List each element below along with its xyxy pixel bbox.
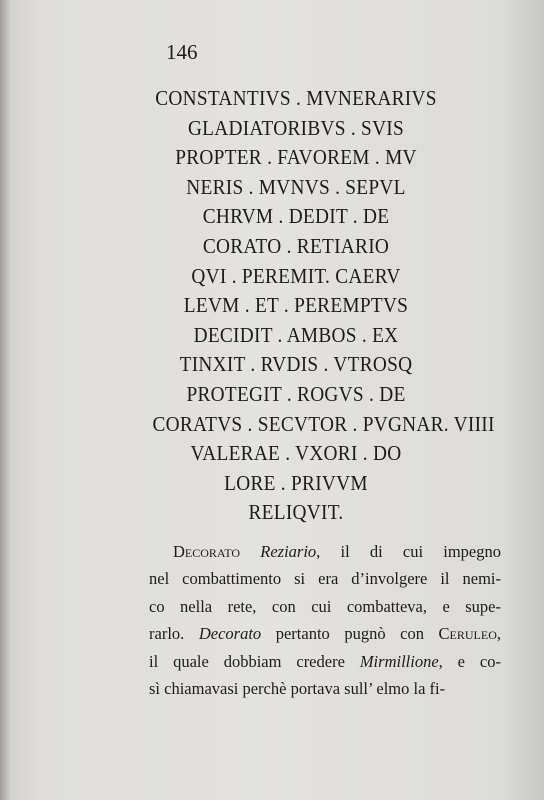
- inscription-line: PROTEGIT . ROGVS . DE: [186, 381, 406, 406]
- inscription-line: GLADIATORIBVS . SVIS: [187, 115, 405, 140]
- inscription-line: CORATO . RETIARIO: [202, 233, 390, 258]
- page-gutter-shadow: [0, 0, 10, 800]
- inscription-line: CONSTANTIVS . MVNERARIVS: [155, 86, 437, 110]
- commentary-line: il quale dobbiam credere Mirmillione, e co-: [149, 651, 501, 671]
- inscription-line: QVI . PEREMIT. CAERV: [191, 263, 401, 288]
- inscription-line: RELIQVIT.: [248, 500, 344, 525]
- commentary-line: co nella rete, con cui combatteva, e supe-: [149, 596, 501, 616]
- commentary-line: Decorato Reziario, il di cui impegno: [173, 542, 501, 561]
- commentary-line: rarlo. Decorato pertanto pugnò con Ceruleo,: [149, 624, 501, 644]
- inscription-line: LORE . PRIVVM: [224, 470, 368, 495]
- inscription-line: TINXIT . RVDIS . VTROSQ: [179, 352, 413, 377]
- inscription-line: DECIDIT . AMBOS . EX: [193, 322, 399, 347]
- name-decorato: Decorato: [173, 542, 241, 561]
- name-decorato-italic: Decorato: [198, 624, 262, 644]
- inscription-line: CORATVS . SECVTOR . PVGNAR. VIIII: [152, 411, 495, 436]
- commentary-paragraph: [149, 538, 501, 702]
- term-mirmillione: Mirmillione: [359, 651, 439, 671]
- term-reziario: Reziario: [260, 542, 317, 561]
- name-ceruleo: Ceruleo: [438, 624, 497, 644]
- commentary-line: sì chiamavasi perchè portava sull’ elmo la fi-: [149, 679, 446, 699]
- inscription-line: CHRVM . DEDIT . DE: [202, 204, 390, 229]
- inscription-line: PROPTER . FAVOREM . MV: [175, 145, 417, 170]
- latin-inscription: [152, 84, 495, 528]
- commentary-line: nel combattimento si era d’involgere il nemi-: [149, 569, 501, 589]
- inscription-line: NERIS . MVNVS . SEPVL: [186, 174, 406, 199]
- inscription-line: VALERAE . VXORI . DO: [190, 441, 402, 466]
- page-number: 146: [166, 40, 198, 64]
- inscription-line: LEVM . ET . PEREMPTVS: [183, 293, 409, 318]
